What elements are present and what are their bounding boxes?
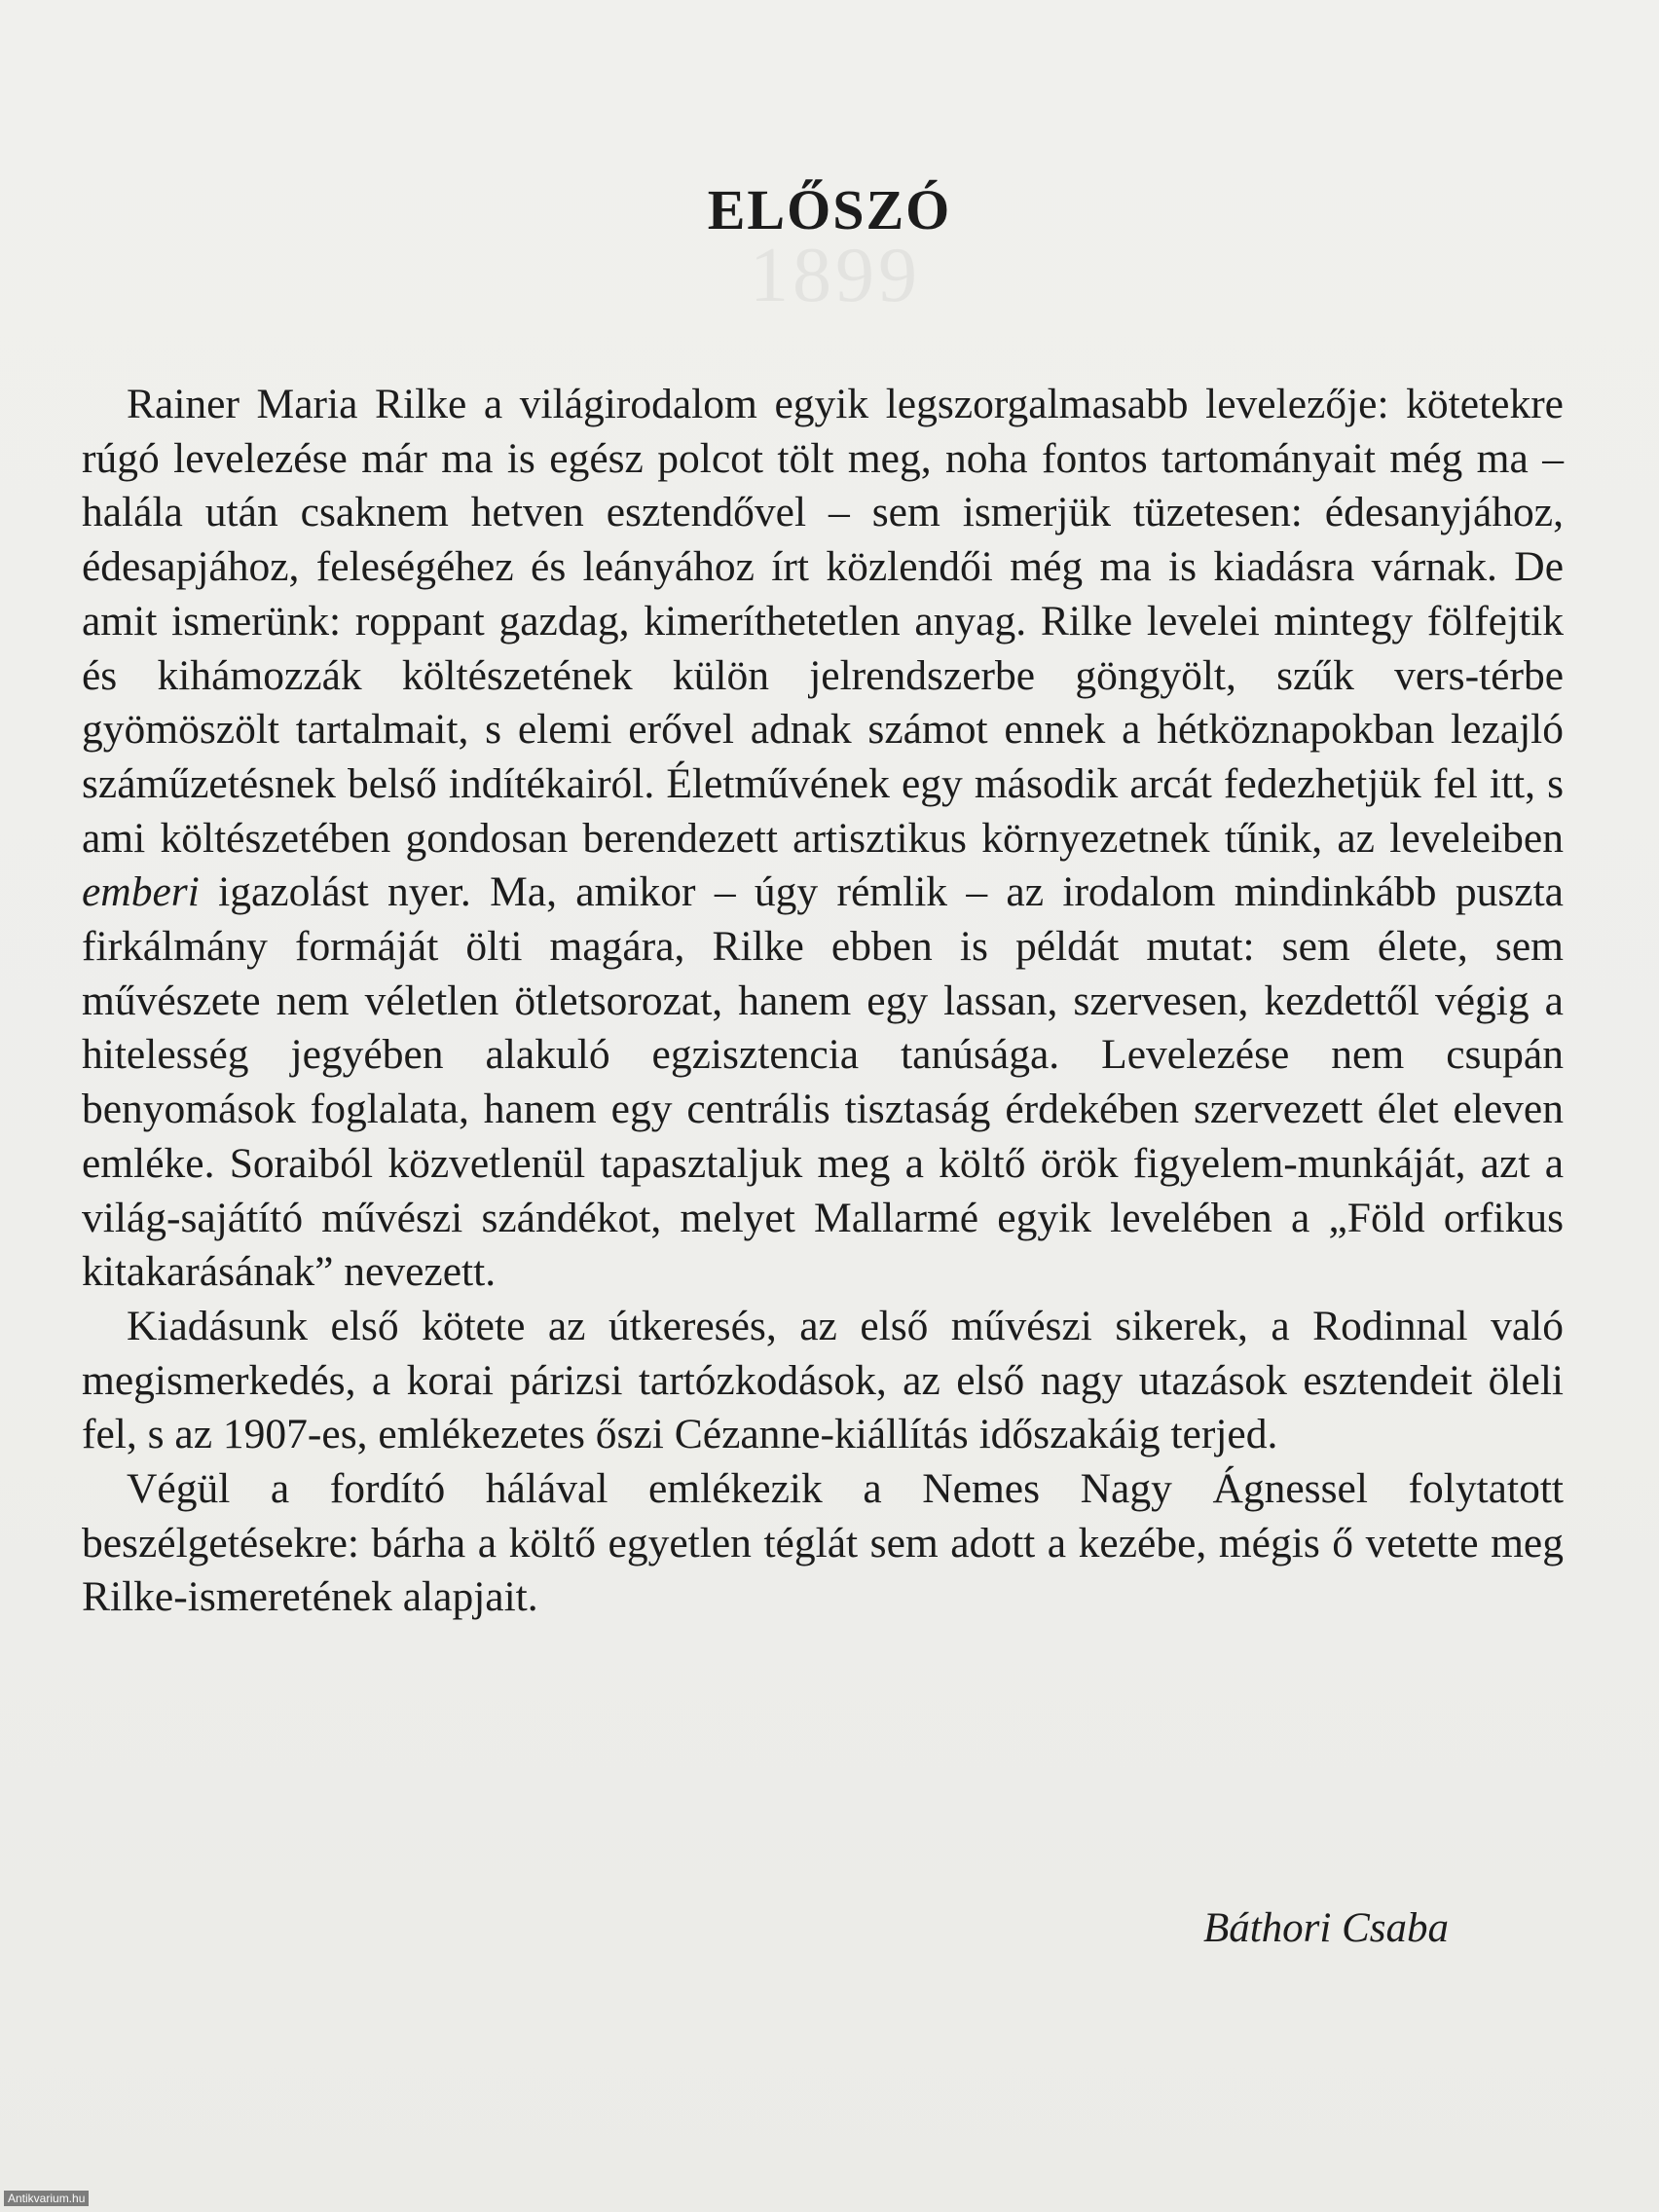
- paragraph-1-text-b: igazolást nyer. Ma, amikor – úgy rémlik – az irodalom mindinkább puszta firkálmány formáját ölti magára, Rilke ebben is példát mutat: sem élete, sem művészete nem véletlen ötletsorozat, hanem egy lassan, szervesen, kezdettől végig a hitelesség jegyében alakuló egzisztencia tanúsága. Levelezése nem csupán benyomások foglalata, hanem egy centrális tisztaság érdekében szervezett élet eleven emléke. Soraiból közvetlenül tapasztaljuk meg a költő örök figyelem-munkáját, azt a világ-sajátító művészi szándékot, melyet Mallarmé egyik levelében a „Föld orfikus kitakarásának” nevezett.: [82, 868, 1564, 1296]
- emphasis-emberi: emberi: [82, 868, 200, 916]
- page-title: ELŐSZÓ: [707, 178, 952, 241]
- paragraph-3: Végül a fordító hálával emlékezik a Nemes Nagy Ágnessel folytatott beszélgetésekre: bárha a költő egyetlen téglát sem adott a kezébe, mégis ő vetette meg Rilke-ismeretének alapjait.: [82, 1465, 1564, 1621]
- author-signature: Báthori Csaba: [1202, 1905, 1449, 1951]
- preface-body: [82, 378, 1564, 1625]
- bleed-through-text: 1899: [750, 233, 921, 318]
- paragraph-1-text-a: Rainer Maria Rilke a világirodalom egyik legszorgalmasabb levelezője: kötetekre rúgó levelezése már ma is egész polcot tölt meg, noha fontos tartományait még ma – halála után csaknem hetven esztendővel – sem ismerjük tüzetesen: édesanyjához, édesapjához, feleségéhez és leányához írt közlendői még ma is kiadásra várnak. De amit ismerünk: roppant gazdag, kimeríthetetlen anyag. Rilke levelei mintegy fölfejtik és kihámozzák költészetének külön jelrendszerbe göngyölt, szűk vers-térbe gyömöszölt tartalmait, s elemi erővel adnak számot ennek a hétköznapokban lezajló száműzetésnek belső indítékairól. Életművének egy második arcát fedezhetjük fel itt, s ami költészetében gondosan berendezett artisztikus környezetnek tűnik, az leveleiben: [82, 381, 1564, 862]
- watermark: Antikvarium.hu: [4, 2191, 89, 2206]
- paragraph-2: Kiadásunk első kötete az útkeresés, az első művészi sikerek, a Rodinnal való megismerkedés, a korai párizsi tartózkodások, az első nagy utazások esztendeit öleli fel, s az 1907-es, emlékezetes őszi Cézanne-kiállítás időszakáig terjed.: [82, 1302, 1564, 1458]
- paragraph-1: [82, 378, 1564, 1300]
